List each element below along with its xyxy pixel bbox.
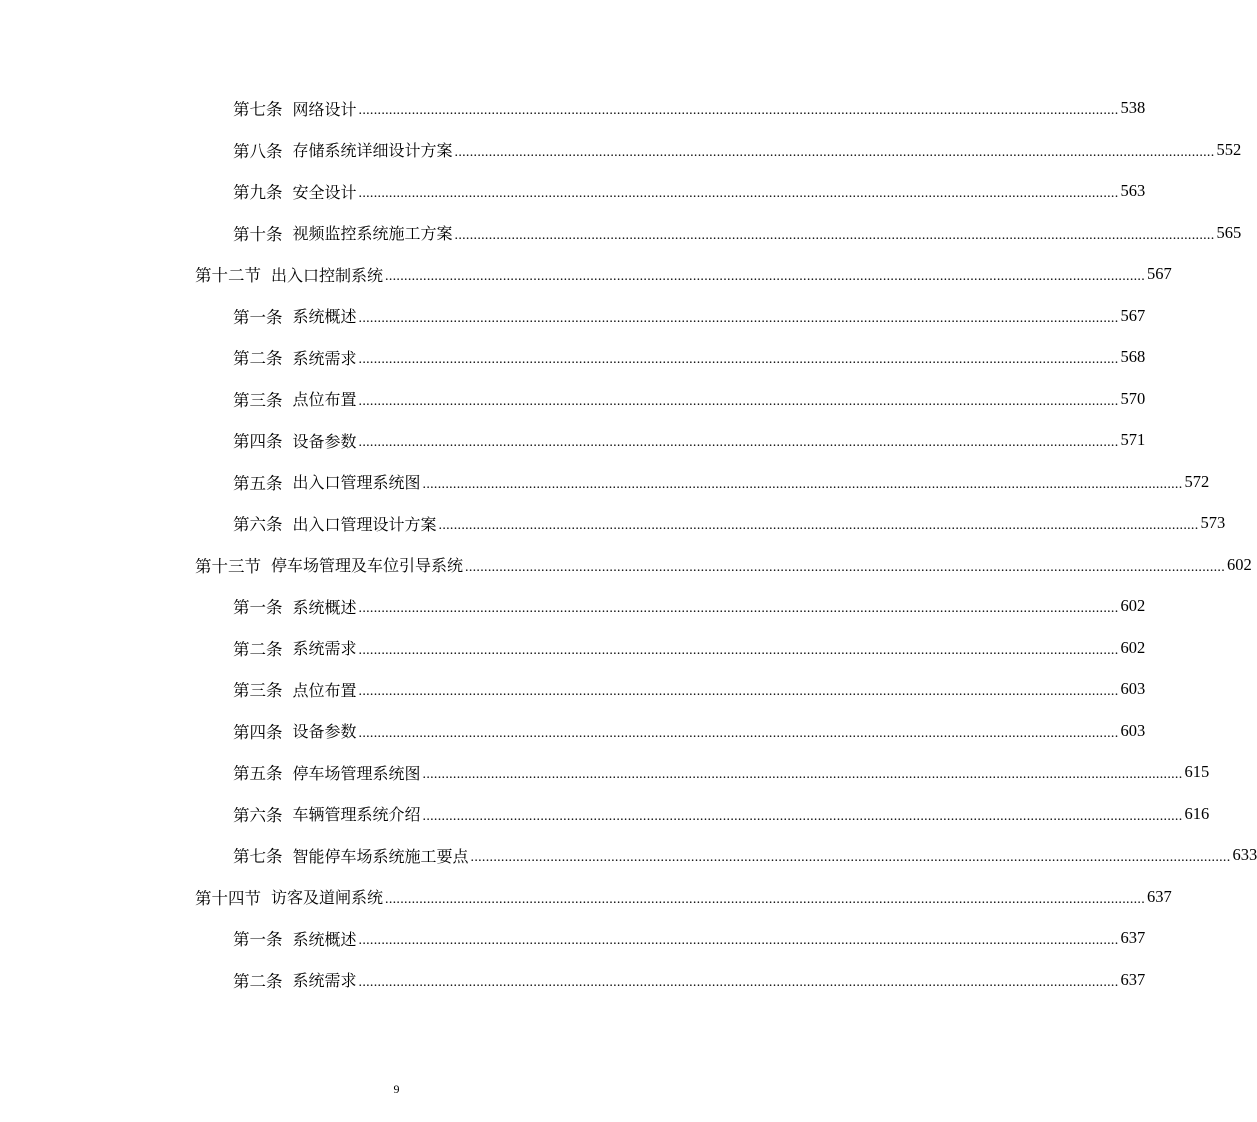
toc-article-entry[interactable] (233, 171, 1146, 211)
toc-article-entry[interactable] (233, 628, 1146, 668)
toc-entry-title: 视频监控系统施工方案 (292, 224, 453, 243)
toc-entry-title: 访客及道闸系统 (271, 888, 384, 907)
toc-entry-page: 538 (1120, 98, 1146, 117)
toc-entry-number: 第八条 (233, 141, 283, 161)
toc-entry-number: 第三条 (233, 681, 283, 700)
toc-article-entry[interactable] (233, 88, 1146, 128)
toc-leader-dots: ........................................................................................................................................................................................................ (358, 933, 1119, 948)
toc-entry-title: 系统需求 (292, 971, 357, 990)
toc-entry-page: 633 (1232, 845, 1257, 864)
toc-article-entry[interactable] (233, 586, 1146, 626)
toc-leader-dots: ........................................................................................................................................................................................................ (438, 518, 1199, 533)
toc-entry-page: 637 (1147, 886, 1172, 906)
toc-entry-page: 567 (1120, 305, 1146, 325)
toc-leader-dots: ........................................................................................................................................................................................................ (358, 186, 1119, 201)
toc-article-entry[interactable] (233, 420, 1146, 460)
toc-article-entry[interactable] (233, 752, 1210, 792)
toc-entry-title: 系统需求 (292, 639, 357, 658)
toc-entry-page: 563 (1120, 181, 1146, 200)
toc-entry-title: 出入口管理设计方案 (292, 514, 437, 534)
toc-entry-number: 第一条 (233, 598, 283, 617)
toc-entry-page: 637 (1120, 928, 1146, 947)
toc-entry-page: 603 (1120, 679, 1146, 698)
toc-article-entry[interactable] (233, 669, 1146, 709)
toc-article-entry[interactable] (233, 711, 1146, 751)
toc-entry-number: 第十四节 (195, 888, 261, 908)
toc-entry-title: 系统概述 (292, 929, 357, 949)
toc-entry-number: 第三条 (233, 390, 283, 410)
toc-entry-title: 系统概述 (292, 307, 357, 326)
toc-entry-number: 第七条 (233, 847, 283, 866)
toc-leader-dots: ........................................................................................................................................................................................................ (385, 269, 1146, 284)
toc-entry-page: 615 (1184, 762, 1210, 781)
toc-entry-page: 602 (1120, 637, 1146, 657)
toc-entry-title: 系统需求 (292, 348, 357, 368)
toc-leader-dots: ........................................................................................................................................................................................................ (454, 227, 1215, 243)
toc-entry-number: 第二条 (233, 639, 283, 659)
toc-entry-title: 车辆管理系统介绍 (292, 805, 421, 824)
toc-article-entry[interactable] (233, 918, 1146, 958)
toc-leader-dots: ........................................................................................................................................................................................................ (470, 850, 1231, 865)
toc-leader-dots: ........................................................................................................................................................................................................ (358, 684, 1119, 699)
toc-entry-page: 616 (1184, 803, 1210, 823)
toc-entry-number: 第六条 (233, 805, 283, 825)
toc-entry-number: 第十二节 (195, 266, 261, 285)
toc-entry-number: 第一条 (233, 930, 283, 949)
toc-entry-title: 出入口控制系统 (271, 265, 384, 285)
toc-entry-title: 停车场管理及车位引导系统 (271, 556, 464, 575)
toc-leader-dots: ........................................................................................................................................................................................................ (358, 725, 1119, 741)
toc-entry-title: 设备参数 (292, 722, 357, 741)
toc-entry-page: 573 (1200, 513, 1226, 532)
toc-article-entry[interactable] (233, 296, 1146, 336)
toc-entry-title: 存储系统详细设计方案 (292, 141, 453, 160)
toc-entry-number: 第九条 (233, 183, 283, 202)
toc-leader-dots: ........................................................................................................................................................................................................ (358, 974, 1119, 990)
toc-leader-dots: ........................................................................................................................................................................................................ (358, 601, 1119, 616)
toc-leader-dots: ........................................................................................................................................................................................................ (465, 559, 1226, 575)
toc-entry-number: 第十条 (233, 224, 283, 244)
toc-section-entry[interactable] (195, 877, 1172, 917)
toc-leader-dots: ........................................................................................................................................................................................................ (422, 476, 1183, 492)
toc-entry-page: 565 (1216, 222, 1242, 242)
toc-article-entry[interactable] (233, 503, 1226, 543)
toc-entry-number: 第六条 (233, 515, 283, 534)
toc-entry-page: 571 (1120, 430, 1146, 449)
toc-entry-number: 第四条 (233, 432, 283, 451)
toc-entry-title: 点位布置 (292, 390, 357, 409)
toc-leader-dots: ........................................................................................................................................................................................................ (385, 891, 1146, 907)
toc-leader-dots: ........................................................................................................................................................................................................ (358, 352, 1119, 367)
toc-article-entry[interactable] (233, 379, 1146, 419)
toc-entry-title: 系统概述 (292, 597, 357, 617)
toc-entry-title: 出入口管理系统图 (292, 473, 421, 492)
page-number: 9 (393, 1082, 400, 1096)
toc-article-entry[interactable] (233, 835, 1257, 875)
toc-entry-number: 第五条 (233, 764, 283, 783)
toc-entry-title: 安全设计 (292, 182, 357, 202)
toc-entry-title: 设备参数 (292, 431, 357, 451)
toc-entry-page: 602 (1227, 554, 1252, 574)
toc-entry-number: 第一条 (233, 307, 283, 327)
toc-leader-dots: ........................................................................................................................................................................................................ (358, 310, 1119, 326)
toc-entry-page: 570 (1120, 388, 1146, 408)
toc-article-entry[interactable] (233, 462, 1210, 502)
toc-leader-dots: ........................................................................................................................................................................................................ (358, 393, 1119, 409)
toc-leader-dots: ........................................................................................................................................................................................................ (358, 103, 1119, 118)
toc-entry-number: 第二条 (233, 349, 283, 368)
toc-entry-title: 智能停车场系统施工要点 (292, 846, 469, 866)
toc-entry-number: 第五条 (233, 473, 283, 493)
toc-entry-number: 第七条 (233, 100, 283, 119)
toc-article-entry[interactable] (233, 794, 1210, 834)
toc-entry-page: 603 (1120, 720, 1146, 740)
toc-entry-title: 停车场管理系统图 (292, 763, 421, 783)
toc-leader-dots: ........................................................................................................................................................................................................ (454, 144, 1215, 160)
toc-entry-title: 网络设计 (292, 99, 357, 119)
toc-entry-number: 第四条 (233, 722, 283, 742)
toc-entry-page: 572 (1184, 471, 1210, 491)
toc-entry-number: 第十三节 (195, 556, 261, 576)
toc-leader-dots: ........................................................................................................................................................................................................ (358, 435, 1119, 450)
toc-entry-number: 第二条 (233, 971, 283, 991)
toc-entry-page: 637 (1120, 969, 1146, 989)
toc-section-entry[interactable] (195, 545, 1252, 585)
toc-section-entry[interactable] (195, 254, 1172, 294)
toc-article-entry[interactable] (233, 130, 1242, 170)
toc-entry-page: 552 (1216, 139, 1242, 159)
toc-leader-dots: ........................................................................................................................................................................................................ (358, 642, 1119, 658)
toc-entry-page: 567 (1147, 264, 1172, 283)
toc-leader-dots: ........................................................................................................................................................................................................ (422, 767, 1183, 782)
toc-article-entry[interactable] (233, 337, 1146, 377)
toc-article-entry[interactable] (233, 960, 1146, 1000)
toc-entry-page: 568 (1120, 347, 1146, 366)
toc-entry-page: 602 (1120, 596, 1146, 615)
toc-article-entry[interactable] (233, 213, 1242, 253)
toc-entry-title: 点位布置 (292, 680, 357, 700)
toc-leader-dots: ........................................................................................................................................................................................................ (422, 808, 1183, 824)
